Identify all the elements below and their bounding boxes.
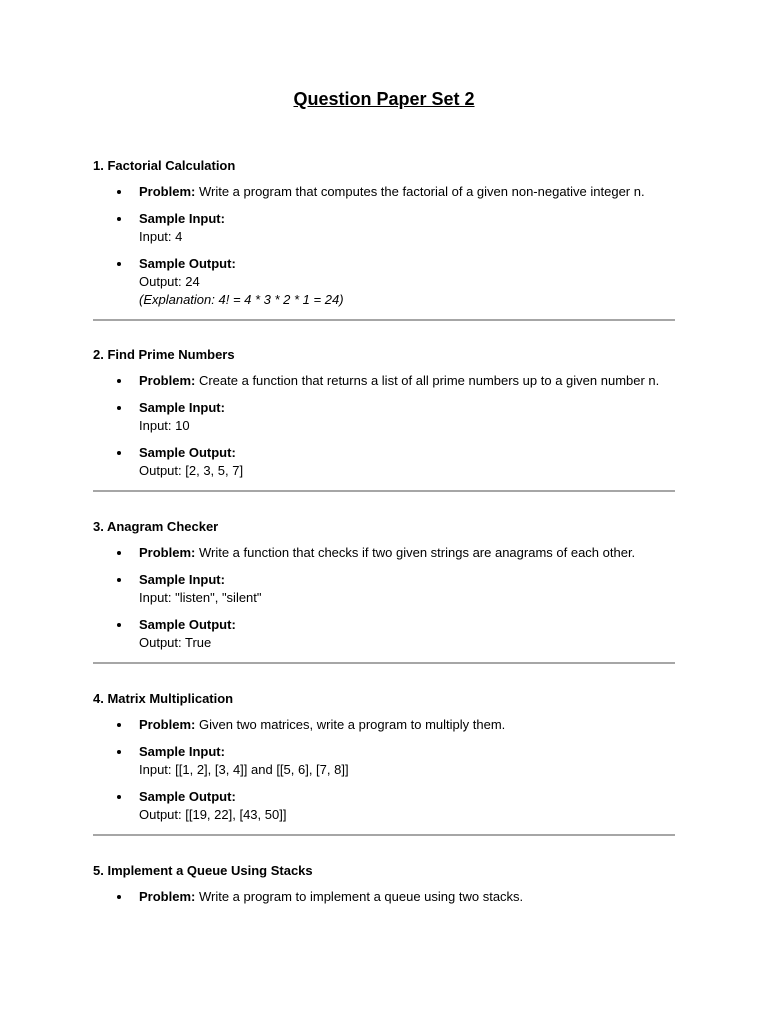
item-list	[93, 888, 675, 906]
problem-label: Problem:	[139, 373, 196, 388]
sample-output-item	[93, 444, 675, 480]
sample-input-item	[93, 743, 675, 779]
sample-input-label: Sample Input:	[139, 400, 225, 415]
problem-item	[93, 544, 675, 562]
problem-label: Problem:	[139, 717, 196, 732]
section-divider	[93, 834, 675, 836]
problem-text: Given two matrices, write a program to multiply them.	[198, 717, 506, 732]
section-heading: 2. Find Prime Numbers	[93, 347, 235, 362]
section-heading: 4. Matrix Multiplication	[93, 691, 234, 706]
sample-output-label: Sample Output:	[139, 256, 236, 271]
problem-text: Write a program to implement a queue using two stacks.	[198, 889, 524, 904]
sample-output-text: Output: [[19, 22], [43, 50]]	[139, 807, 287, 822]
section-anagram	[93, 518, 675, 664]
sample-input-text: Input: 10	[139, 418, 190, 433]
problem-item	[93, 183, 675, 201]
section-factorial	[93, 157, 675, 321]
explanation-text: (Explanation: 4! = 4 * 3 * 2 * 1 = 24)	[139, 292, 344, 307]
section-matrix	[93, 690, 675, 836]
sample-input-label: Sample Input:	[139, 211, 225, 226]
item-list	[93, 183, 675, 309]
section-primes	[93, 346, 675, 492]
problem-item	[93, 716, 675, 734]
section-divider	[93, 319, 675, 321]
sample-input-label: Sample Input:	[139, 572, 225, 587]
section-heading: 5. Implement a Queue Using Stacks	[93, 863, 313, 878]
sample-output-text: Output: [2, 3, 5, 7]	[139, 463, 244, 478]
sample-output-text: Output: True	[139, 635, 212, 650]
problem-text: Write a function that checks if two given strings are anagrams of each other.	[198, 545, 636, 560]
section-heading: 3. Anagram Checker	[93, 519, 219, 534]
problem-text: Write a program that computes the factorial of a given non-negative integer n.	[198, 184, 645, 199]
problem-label: Problem:	[139, 184, 196, 199]
sample-input-item	[93, 210, 675, 246]
problem-item	[93, 372, 675, 390]
sample-output-label: Sample Output:	[139, 445, 236, 460]
sample-output-text: Output: 24	[139, 274, 200, 289]
sample-output-item	[93, 255, 675, 309]
sample-output-label: Sample Output:	[139, 617, 236, 632]
problem-text: Create a function that returns a list of all prime numbers up to a given number n.	[198, 373, 660, 388]
problem-label: Problem:	[139, 889, 196, 904]
sample-input-label: Sample Input:	[139, 744, 225, 759]
sample-input-item	[93, 399, 675, 435]
sample-output-item	[93, 788, 675, 824]
sample-input-text: Input: [[1, 2], [3, 4]] and [[5, 6], [7, 8]]	[139, 762, 349, 777]
item-list	[93, 716, 675, 824]
sample-input-item	[93, 571, 675, 607]
section-heading: 1. Factorial Calculation	[93, 158, 236, 173]
item-list	[93, 372, 675, 480]
problem-item	[93, 888, 675, 906]
sample-input-text: Input: 4	[139, 229, 183, 244]
sample-output-item	[93, 616, 675, 652]
page-title: Question Paper Set 2	[293, 89, 475, 109]
item-list	[93, 544, 675, 652]
problem-label: Problem:	[139, 545, 196, 560]
section-queue	[93, 862, 675, 906]
sample-input-text: Input: "listen", "silent"	[139, 590, 262, 605]
sample-output-label: Sample Output:	[139, 789, 236, 804]
section-divider	[93, 490, 675, 492]
section-divider	[93, 662, 675, 664]
